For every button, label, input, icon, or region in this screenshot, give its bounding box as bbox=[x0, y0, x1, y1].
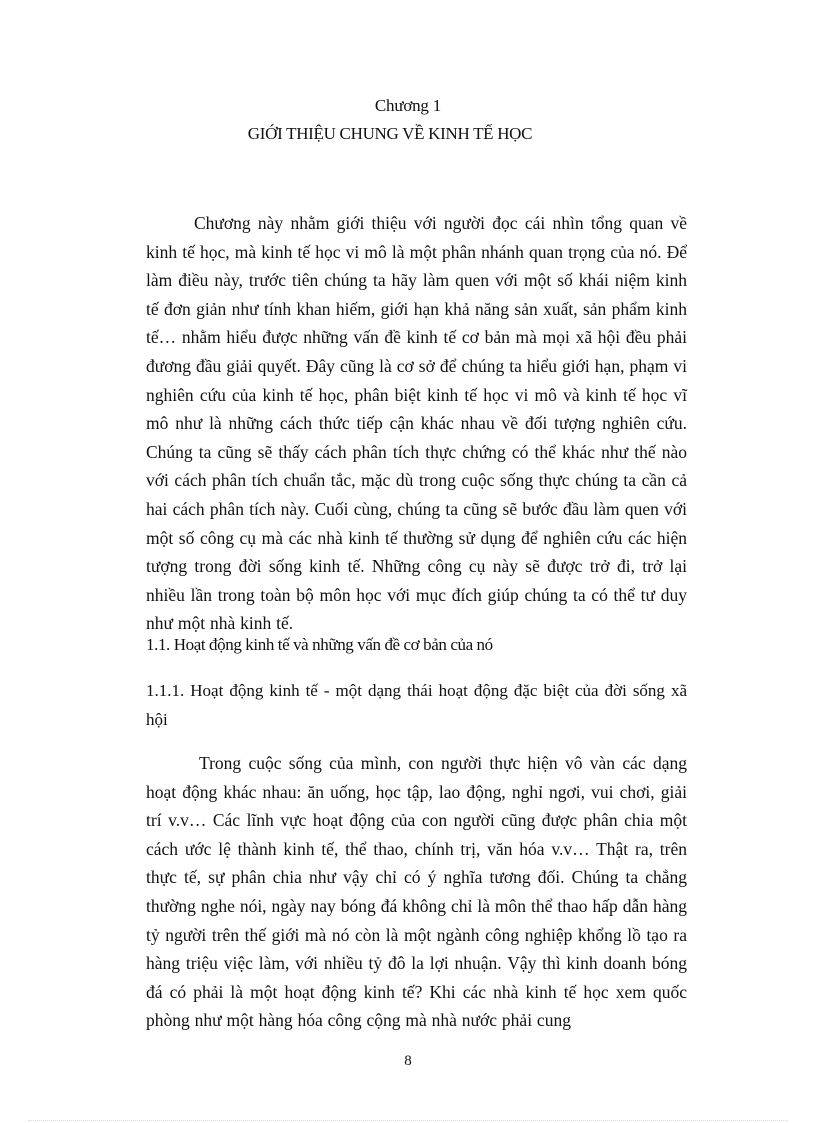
chapter-number: Chương 1 bbox=[374, 96, 442, 115]
body-paragraph: Trong cuộc sống của mình, con người thực hiện vô vàn các dạng hoạt động khác nhau: ăn uống, học tập, lao động, nghỉ ngơi, vui chơi, giải trí v.v… Các lĩnh vực hoạt động của con người cũng được phân chia một cách ước lệ thành kinh tế, thể thao, chính trị, văn hóa v.v… Thật ra, trên thực tế, sự phân chia như vậy chỉ có ý nghĩa tương đối. Chúng ta chẳng thường nghe nói, ngày nay bóng đá không chỉ là môn thể thao hấp dẫn hàng tỷ người trên thế giới mà nó còn là một ngành công nghiệp khổng lồ tạo ra hàng triệu việc làm, với nhiều tỷ đô la lợi nhuận. Vậy thì kinh doanh bóng đá có phải là một hoạt động kinh tế? Khi các nhà kinh tế học xem quốc phòng như một hàng hóa công cộng mà nhà nước phải cung bbox=[146, 753, 687, 1031]
intro-paragraph: Chương này nhằm giới thiệu với người đọc cái nhìn tổng quan về kinh tế học, mà kinh tế học vi mô là một phân nhánh quan trọng của nó. Để làm điều này, trước tiên chúng ta hãy làm quen với một số khái niệm kinh tế đơn giản như tính khan hiếm, giới hạn khả năng sản xuất, sản phẩm kinh tế… nhằm hiểu được những vấn đề kinh tế cơ bản mà mọi xã hội đều phải đương đầu giải quyết. Đây cũng là cơ sở để chúng ta hiểu giới hạn, phạm vi nghiên cứu của kinh tế học, phân biệt kinh tế học vi mô và kinh tế học vĩ mô như là những cách thức tiếp cận khác nhau về đối tượng nghiên cứu. Chúng ta cũng sẽ thấy cách phân tích thực chứng có thể khác như thế nào với cách phân tích chuẩn tắc, mặc dù trong cuộc sống thực chúng ta cần cả hai cách phân tích này. Cuối cùng, chúng ta cũng sẽ bước đầu làm quen với một số công cụ mà các nhà kinh tế thường sử dụng để nghiên cứu các hiện tượng trong đời sống kinh tế. Những công cụ này sẽ được trở đi, trở lại nhiều lần trong toàn bộ môn học với mục đích giúp chúng ta có thể tư duy như một nhà kinh tế. bbox=[146, 213, 687, 634]
page-number: 8 bbox=[404, 1053, 412, 1069]
page-bottom-divider bbox=[28, 1120, 788, 1121]
section-heading: 1.1. Hoạt động kinh tế và những vấn đề cơ bản của nó bbox=[146, 635, 493, 654]
chapter-title: GIỚI THIỆU CHUNG VỀ KINH TẾ HỌC bbox=[247, 124, 533, 143]
subsection-heading: 1.1.1. Hoạt động kinh tế - một dạng thái hoạt động đặc biệt của đời sống xã hội bbox=[146, 681, 687, 729]
